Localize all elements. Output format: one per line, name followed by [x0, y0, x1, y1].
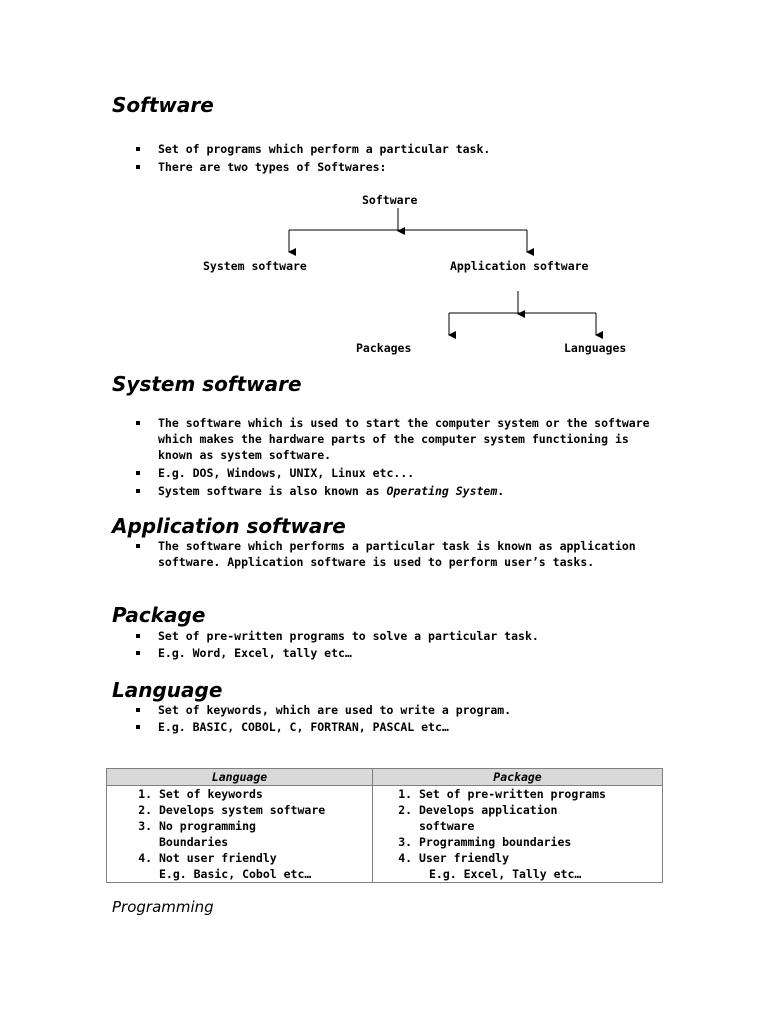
- list-item: 1. Set of pre-written programs: [419, 786, 654, 802]
- list-item: E.g. DOS, Windows, UNIX, Linux etc...: [136, 465, 656, 481]
- application-software-bullets: [136, 538, 646, 570]
- list-item-text: System software is also known as: [158, 484, 387, 498]
- list-item: There are two types of Softwares:: [136, 159, 676, 175]
- heading-language: Language: [112, 678, 223, 702]
- heading-package: Package: [112, 603, 206, 627]
- package-bullets: [136, 628, 676, 661]
- list-item: Set of programs which perform a particular task.: [136, 141, 676, 157]
- heading-programming: Programming: [112, 898, 214, 916]
- heading-system-software: System software: [112, 372, 302, 396]
- table-row: [107, 786, 663, 883]
- language-example: E.g. Basic, Cobol etc…: [159, 867, 312, 881]
- list-item: E.g. BASIC, COBOL, C, FORTRAN, PASCAL etc…: [136, 719, 676, 735]
- tree-node-software: Software: [362, 193, 418, 207]
- tree-node-system-software: System software: [203, 259, 307, 273]
- list-item: The software which performs a particular task is known as application software. Application software is used to perform user’s tasks.: [136, 538, 646, 570]
- list-item-tail: .: [497, 484, 505, 498]
- package-example: E.g. Excel, Tally etc…: [429, 867, 582, 881]
- list-item: 2. Develops application software: [419, 802, 599, 834]
- list-item: Set of pre-written programs to solve a particular task.: [136, 628, 676, 644]
- list-item: 4. Not user friendly: [159, 850, 359, 866]
- package-column: [373, 786, 663, 883]
- list-item: The software which is used to start the computer system or the software which makes the hardware parts of the computer system functioning is known as system software.: [136, 415, 656, 463]
- list-item: E.g. Word, Excel, tally etc…: [136, 645, 676, 661]
- list-item: 3. No programming Boundaries: [159, 818, 309, 850]
- list-item: [136, 483, 656, 499]
- comparison-table: [106, 768, 663, 883]
- heading-application-software: Application software: [112, 514, 346, 538]
- list-item: Set of keywords, which are used to write a program.: [136, 702, 676, 718]
- tree-node-application-software: Application software: [450, 259, 589, 273]
- table-header-package: Package: [373, 769, 663, 786]
- language-column: [107, 786, 373, 883]
- list-item: 1. Set of keywords: [159, 786, 359, 802]
- table-header-row: [107, 769, 663, 786]
- list-item: 2. Develops system software: [159, 802, 359, 818]
- list-item: 4. User friendly: [419, 850, 654, 866]
- tree-node-packages: Packages: [356, 341, 412, 355]
- operating-system-emphasis: Operating System: [386, 484, 498, 498]
- language-bullets: [136, 702, 676, 735]
- list-item: 3. Programming boundaries: [419, 834, 654, 850]
- system-software-bullets: [136, 415, 656, 499]
- table-header-language: Language: [107, 769, 373, 786]
- tree-node-languages: Languages: [564, 341, 627, 355]
- heading-software: Software: [112, 93, 214, 117]
